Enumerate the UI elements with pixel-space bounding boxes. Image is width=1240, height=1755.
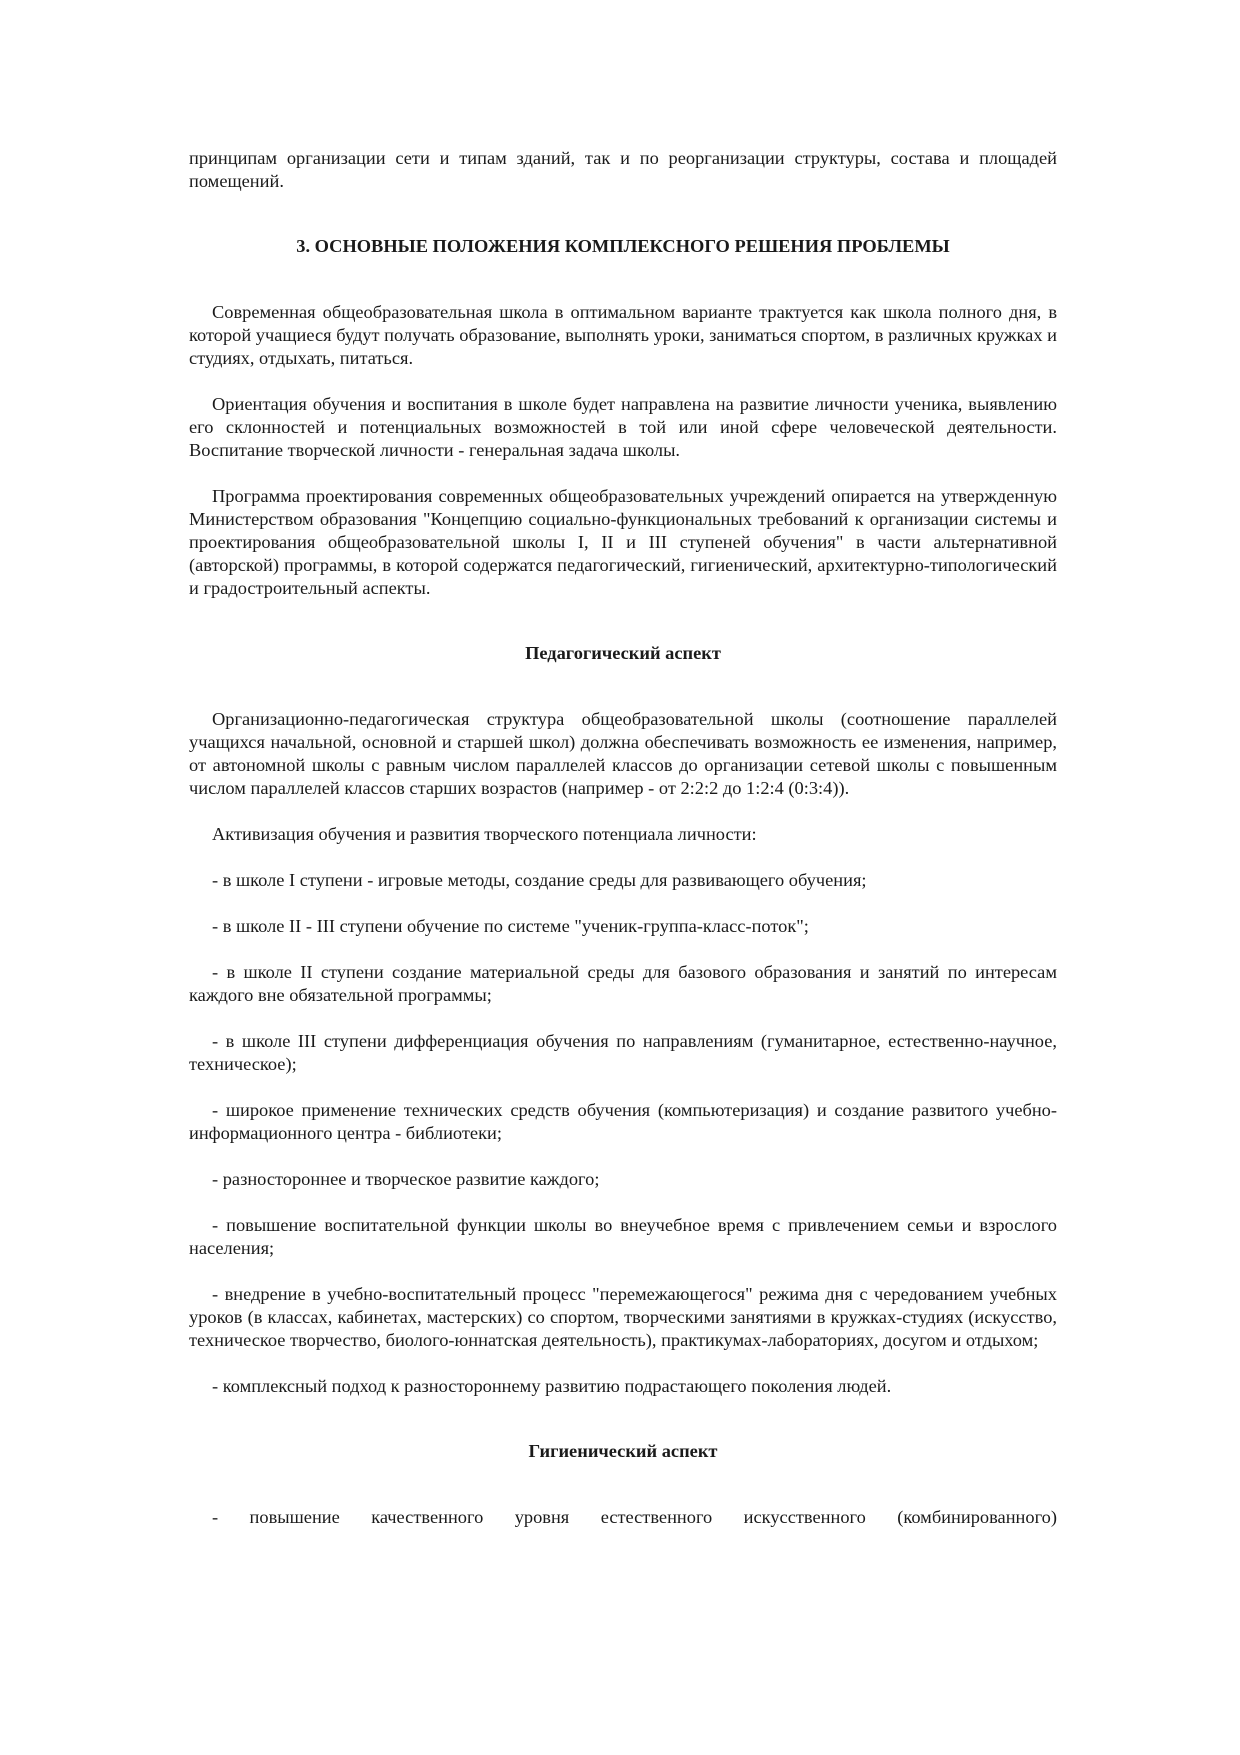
pedagogical-list-item-8: - внедрение в учебно-воспитательный процесс "перемежающегося" режима дня с чередованием учебных уроков (в классах, кабинетах, мастерских) со спортом, творческими занятиями в кружках-студиях (искусство, техническое творчество, биолого-юннатская деятельность), практикумах-лабораториях, досугом и отдыхом; bbox=[189, 1284, 1057, 1350]
pedagogical-list-item-6: - разностороннее и творческое развитие каждого; bbox=[212, 1169, 600, 1189]
pedagogical-list-item-4: - в школе III ступени дифференциация обучения по направлениям (гуманитарное, естественно-научное, техническое); bbox=[189, 1031, 1057, 1074]
pedagogical-list-item-2: - в школе II - III ступени обучение по системе "ученик-группа-класс-поток"; bbox=[212, 916, 809, 936]
pedagogical-list-item-9: - комплексный подход к разностороннему развитию подрастающего поколения людей. bbox=[212, 1376, 892, 1396]
intro-continuation-paragraph: принципам организации сети и типам зданий, так и по реорганизации структуры, состава и площадей помещений. bbox=[189, 148, 1057, 191]
section-paragraph-3: Программа проектирования современных общеобразовательных учреждений опирается на утвержденную Министерством образования "Концепцию социально-функциональных требований к организации системы и проектирования общеобразовательной школы I, II и III ступеней обучения" в части альтернативной (авторской) программы, в которой содержатся педагогический, гигиенический, архитектурно-типологический и градостроительный аспекты. bbox=[189, 486, 1057, 598]
section-paragraph-2: Ориентация обучения и воспитания в школе будет направлена на развитие личности ученика, выявлению его склонностей и потенциальных возможностей в той или иной сфере человеческой деятельности. Воспитание творческой личности - генеральная задача школы. bbox=[189, 394, 1057, 460]
hygienic-list-item-1: - повышение качественного уровня естественного искусственного (комбинированного) bbox=[212, 1507, 1057, 1527]
pedagogical-list-item-5: - широкое применение технических средств обучения (компьютеризация) и создание развитого учебно-информационного центра - библиотеки; bbox=[189, 1100, 1057, 1143]
hygienic-aspect-title: Гигиенический аспект bbox=[528, 1441, 718, 1461]
pedagogical-paragraph-2: Активизация обучения и развития творческого потенциала личности: bbox=[212, 824, 757, 844]
section-title: 3. ОСНОВНЫЕ ПОЛОЖЕНИЯ КОМПЛЕКСНОГО РЕШЕНИЯ ПРОБЛЕМЫ bbox=[296, 236, 950, 256]
pedagogical-list-item-7: - повышение воспитательной функции школы во внеучебное время с привлечением семьи и взрослого населения; bbox=[189, 1215, 1057, 1258]
document-page bbox=[189, 147, 1057, 1529]
section-paragraph-1: Современная общеобразовательная школа в оптимальном варианте трактуется как школа полного дня, в которой учащиеся будут получать образование, выполнять уроки, заниматься спортом, в различных кружках и студиях, отдыхать, питаться. bbox=[189, 302, 1057, 368]
pedagogical-list-item-3: - в школе II ступени создание материальной среды для базового образования и занятий по интересам каждого вне обязательной программы; bbox=[189, 962, 1057, 1005]
pedagogical-list-item-1: - в школе I ступени - игровые методы, создание среды для развивающего обучения; bbox=[212, 870, 867, 890]
pedagogical-aspect-title: Педагогический аспект bbox=[525, 643, 721, 663]
pedagogical-paragraph-1: Организационно-педагогическая структура общеобразовательной школы (соотношение параллелей учащихся начальной, основной и старшей школ) должна обеспечивать возможность ее изменения, например, от автономной школы с равным числом параллелей классов до организации сетевой школы с повышенным числом параллелей классов старших возрастов (например - от 2:2:2 до 1:2:4 (0:3:4)). bbox=[189, 709, 1057, 798]
